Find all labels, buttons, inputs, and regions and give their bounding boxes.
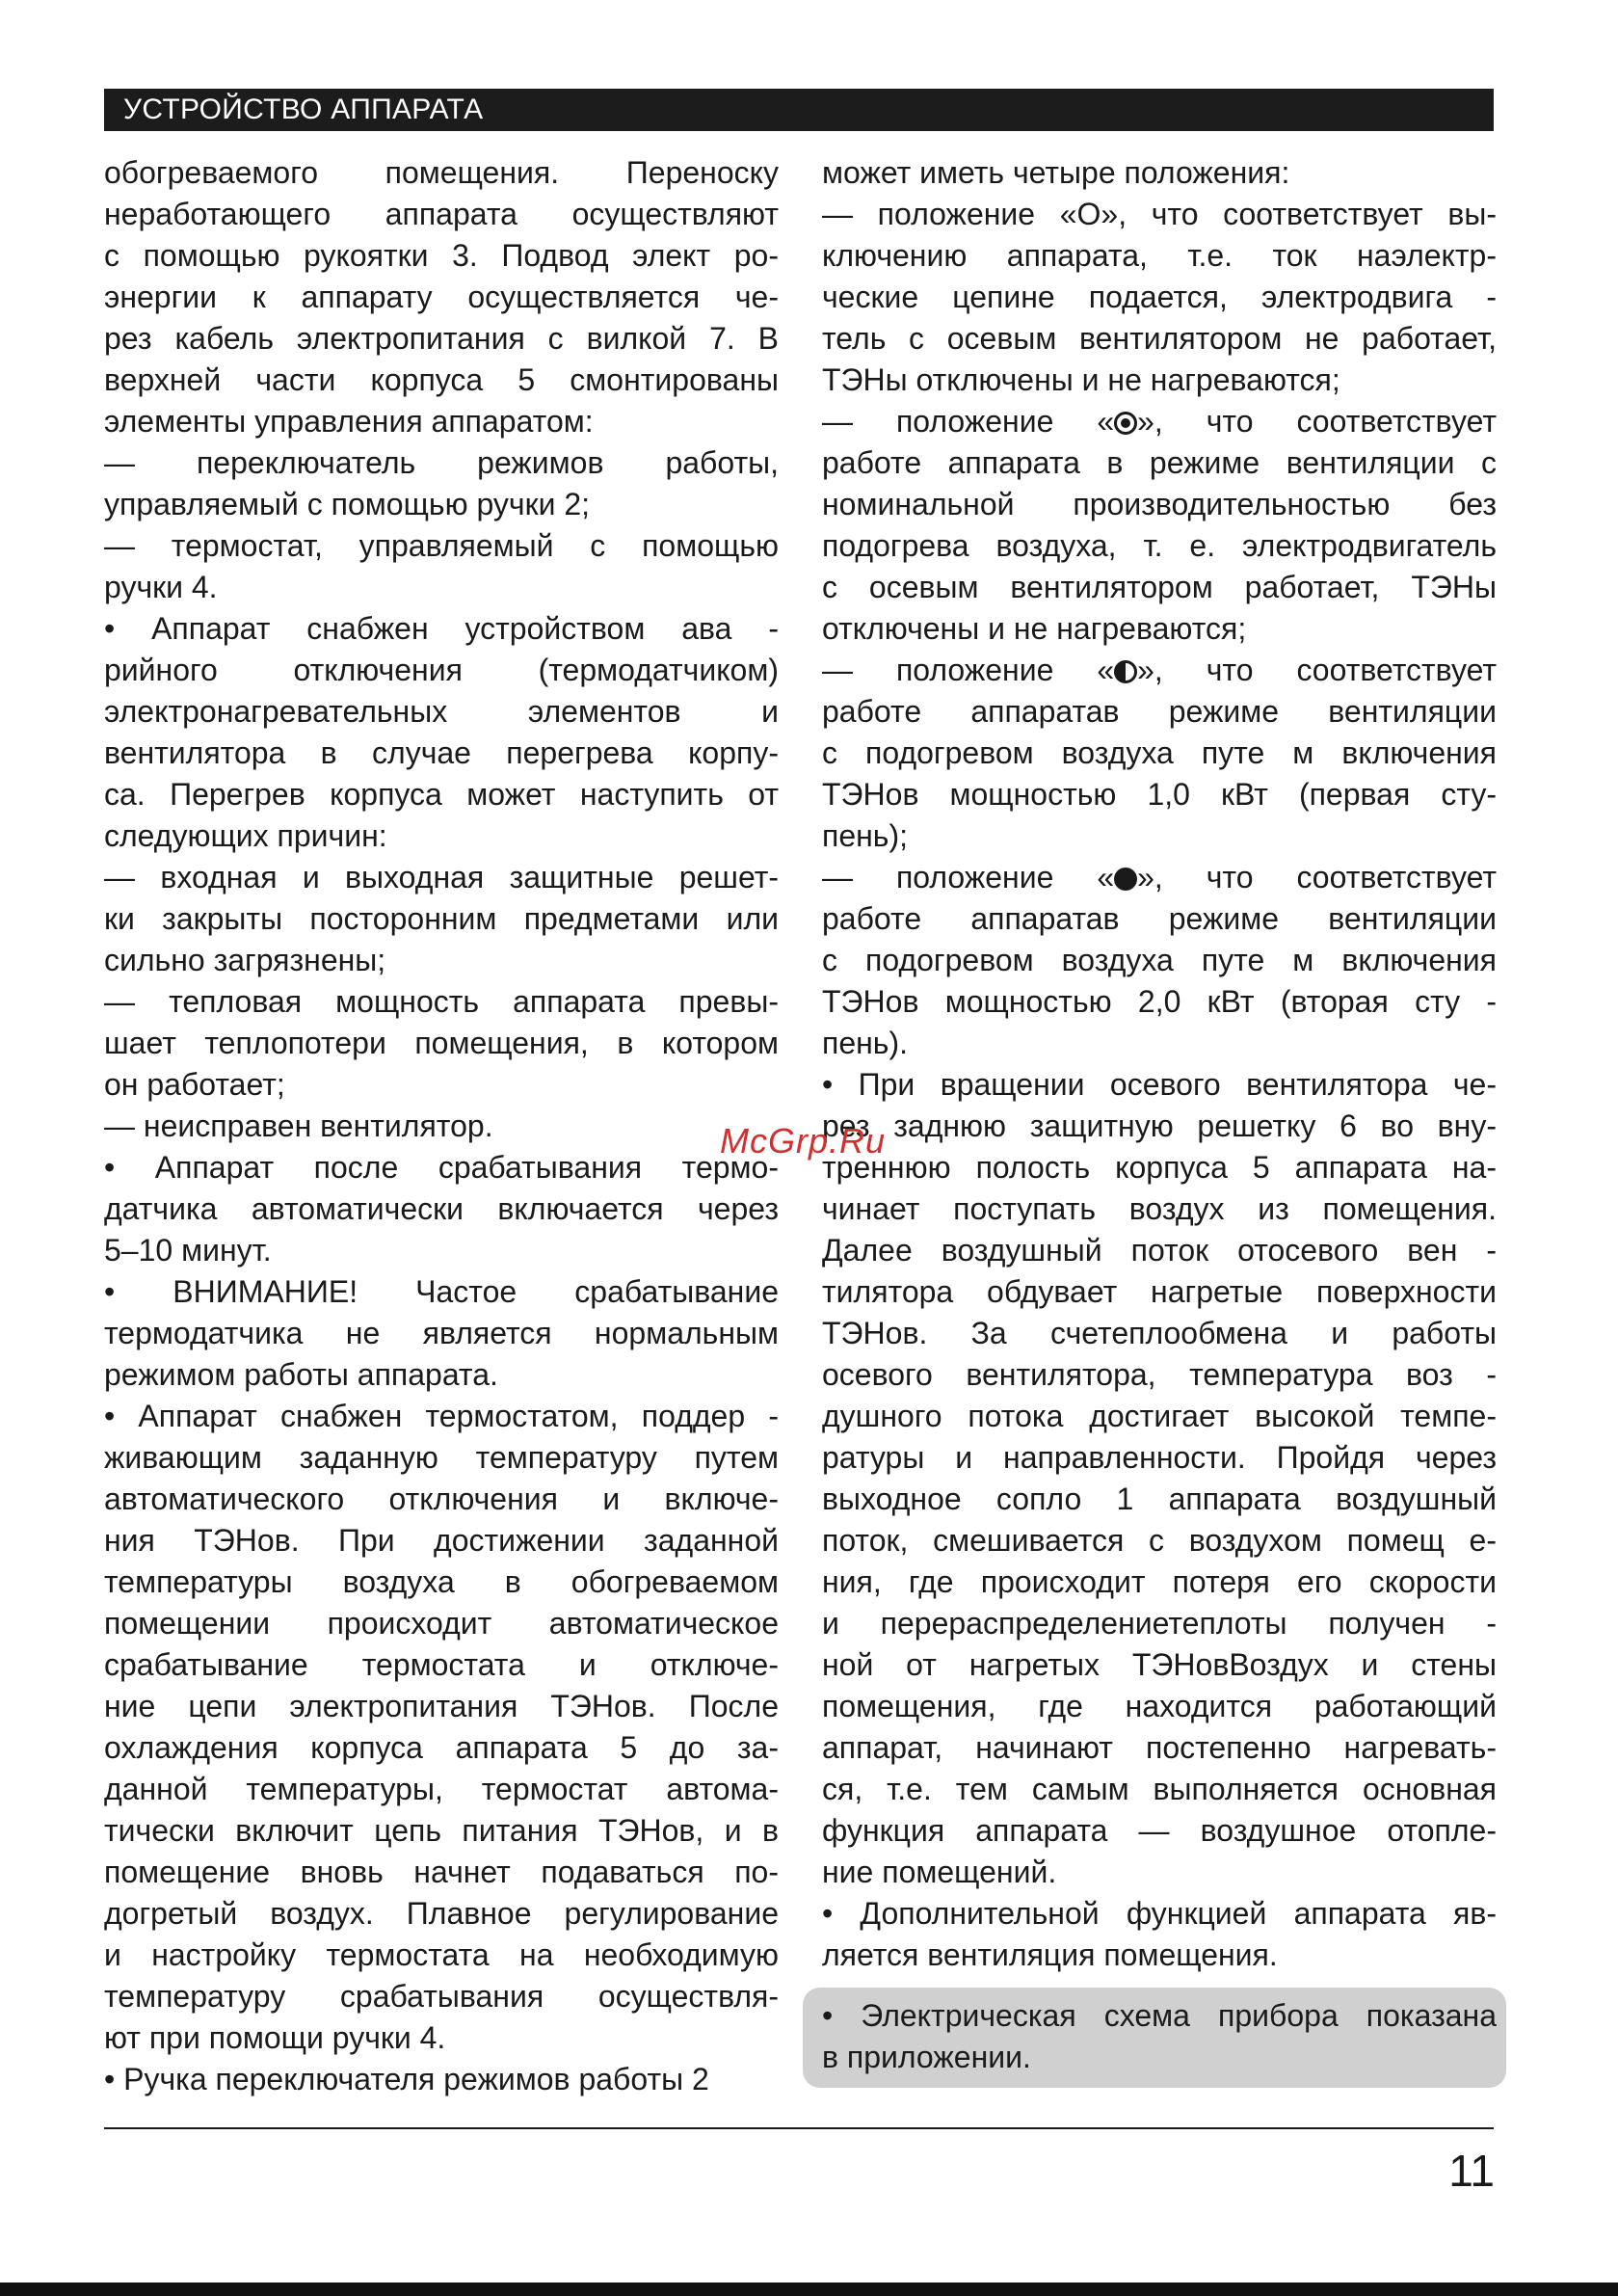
text-line: функция аппарата — воздушное отопле- bbox=[822, 1813, 1497, 1848]
text-line: тически включит цепь питания ТЭНов, и в bbox=[104, 1813, 779, 1848]
note-line: в приложении. bbox=[822, 2040, 1031, 2074]
text-line: Далее воздушный поток отосевого вен - bbox=[822, 1233, 1497, 1268]
text-line: номинальной производительностью без bbox=[822, 487, 1497, 521]
text-line bbox=[822, 401, 1497, 442]
text-line: пень). bbox=[822, 1026, 909, 1060]
text-line: энергии к аппарату осуществляется че- bbox=[104, 280, 779, 314]
text-line bbox=[822, 857, 1497, 898]
text-line: датчика автоматически включается через bbox=[104, 1191, 779, 1226]
filled-circle-icon bbox=[1114, 868, 1137, 891]
text-line: тель с осевым вентилятором не работает, bbox=[822, 321, 1497, 356]
text-line: выходное сопло 1 аппарата воздушный bbox=[822, 1482, 1497, 1516]
text-line: ческие цепине подается, электродвига - bbox=[822, 280, 1497, 314]
text-line: — неисправен вентилятор. bbox=[104, 1108, 493, 1143]
text-line: автоматического отключения и включе- bbox=[104, 1482, 779, 1516]
text-line: ключению аппарата, т.е. ток наэлектр- bbox=[822, 238, 1497, 273]
text-line: ния ТЭНов. При достижении заданной bbox=[104, 1523, 779, 1558]
text-fragment: », что соответствует bbox=[1137, 404, 1497, 439]
text-line: вентилятора в случае перегрева корпу- bbox=[104, 735, 779, 770]
text-line: • При вращении осевого вентилятора че- bbox=[822, 1067, 1497, 1102]
text-line: шает теплопотери помещения, в котором bbox=[104, 1026, 779, 1060]
text-line: ТЭНов мощностью 1,0 кВт (первая сту- bbox=[822, 777, 1497, 812]
text-line: следующих причин: bbox=[104, 818, 387, 853]
text-line: верхней части корпуса 5 смонтированы bbox=[104, 362, 779, 397]
text-line: рез кабель электропитания с вилкой 7. В bbox=[104, 321, 779, 356]
text-line: помещении происходит автоматическое bbox=[104, 1606, 779, 1641]
text-line: охлаждения корпуса аппарата 5 до за- bbox=[104, 1730, 779, 1765]
text-line: осевого вентилятора, температура воз - bbox=[822, 1357, 1497, 1392]
text-line: — положение «O», что соответствует вы- bbox=[822, 197, 1497, 231]
text-fragment: », что соответствует bbox=[1137, 860, 1497, 894]
text-line: душного потока достигает высокой темпе- bbox=[822, 1399, 1497, 1433]
text-line: • Аппарат после срабатывания термо- bbox=[104, 1150, 779, 1185]
text-line: • Аппарат снабжен термостатом, поддер - bbox=[104, 1399, 779, 1433]
text-line: ние помещений. bbox=[822, 1855, 1057, 1889]
text-line: са. Перегрев корпуса может наступить от bbox=[104, 777, 779, 812]
text-line: срабатывание термостата и отключе- bbox=[104, 1647, 779, 1682]
text-line: ляется вентиляция помещения. bbox=[822, 1937, 1278, 1972]
text-line: ручки 4. bbox=[104, 570, 218, 604]
right-column bbox=[822, 152, 1497, 1976]
text-line: поток, смешивается с воздухом помещ е- bbox=[822, 1523, 1497, 1558]
text-line: и перераспределениетеплоты получен - bbox=[822, 1606, 1497, 1641]
text-line: управляемый с помощью ручки 2; bbox=[104, 487, 591, 521]
text-line: с подогревом воздуха путе м включения bbox=[822, 735, 1497, 770]
text-line: отключены и не нагреваются; bbox=[822, 611, 1247, 646]
text-line: ют при помощи ручки 4. bbox=[104, 2020, 446, 2055]
text-line: • Ручка переключателя режимов работы 2 bbox=[104, 2062, 709, 2096]
text-line: — входная и выходная защитные решет- bbox=[104, 860, 779, 894]
text-line: с помощью рукоятки 3. Подвод элект ро- bbox=[104, 238, 779, 273]
section-header: УСТРОЙСТВО АППАРАТА bbox=[104, 89, 1494, 131]
text-line: ки закрыты посторонним предметами или bbox=[104, 901, 779, 936]
text-line: может иметь четыре положения: bbox=[822, 155, 1290, 190]
text-line: чинает поступать воздух из помещения. bbox=[822, 1191, 1497, 1226]
text-line: тилятора обдувает нагретые поверхности bbox=[822, 1274, 1497, 1309]
page-number: 11 bbox=[1448, 2146, 1495, 2196]
text-line: 5–10 минут. bbox=[104, 1233, 272, 1268]
text-line: — переключатель режимов работы, bbox=[104, 445, 779, 480]
text-line: ния, где происходит потеря его скорости bbox=[822, 1564, 1497, 1599]
text-line: аппарат, начинают постепенно нагревать- bbox=[822, 1730, 1497, 1765]
text-line: пень); bbox=[822, 818, 909, 853]
text-line: помещение вновь начнет подаваться по- bbox=[104, 1855, 779, 1889]
text-line: ТЭНы отключены и не нагреваются; bbox=[822, 362, 1340, 397]
text-line: ТЭНов мощностью 2,0 кВт (вторая сту - bbox=[822, 984, 1497, 1019]
text-fragment: — положение « bbox=[822, 404, 1115, 439]
text-line: ратуры и направленности. Пройдя через bbox=[822, 1440, 1497, 1475]
text-line: с осевым вентилятором работает, ТЭНы bbox=[822, 570, 1497, 604]
footer-rule bbox=[104, 2127, 1494, 2129]
text-line: он работает; bbox=[104, 1067, 285, 1102]
text-line: помещения, где находится работающий bbox=[822, 1689, 1497, 1723]
text-line: ние цепи электропитания ТЭНов. После bbox=[104, 1689, 779, 1723]
bottom-bar bbox=[0, 2283, 1618, 2296]
left-column bbox=[104, 152, 779, 2100]
text-line: элементы управления аппаратом: bbox=[104, 404, 594, 439]
text-fragment: », что соответствует bbox=[1137, 653, 1497, 687]
text-line: ТЭНов. За счетеплообмена и работы bbox=[822, 1316, 1497, 1350]
text-fragment: — положение « bbox=[822, 860, 1115, 894]
text-line: — тепловая мощность аппарата превы- bbox=[104, 984, 779, 1019]
text-line: неработающего аппарата осуществляют bbox=[104, 197, 779, 231]
text-line: догретый воздух. Плавное регулирование bbox=[104, 1896, 779, 1931]
text-line: электронагревательных элементов и bbox=[104, 694, 779, 729]
text-line: с подогревом воздуха путе м включения bbox=[822, 943, 1497, 977]
text-fragment: — положение « bbox=[822, 653, 1115, 687]
text-line: ной от нагретых ТЭНовВоздух и стены bbox=[822, 1647, 1497, 1682]
text-line: температуру срабатывания осуществля- bbox=[104, 1979, 779, 2014]
text-line: температуры воздуха в обогреваемом bbox=[104, 1564, 779, 1599]
text-line bbox=[822, 650, 1497, 691]
text-line: • Аппарат снабжен устройством ава - bbox=[104, 611, 779, 646]
watermark: McGrp.Ru bbox=[720, 1121, 887, 1161]
fan-mode-icon bbox=[1114, 412, 1137, 435]
text-line: треннюю полость корпуса 5 аппарата на- bbox=[822, 1150, 1497, 1185]
half-circle-icon bbox=[1114, 660, 1137, 683]
text-line: ся, т.е. тем самым выполняется основная bbox=[822, 1772, 1497, 1806]
text-line: живающим заданную температуру путем bbox=[104, 1440, 779, 1475]
text-line: обогреваемого помещения. Переноску bbox=[104, 155, 779, 190]
text-line: данной температуры, термостат автома- bbox=[104, 1772, 779, 1806]
text-line: работе аппаратав режиме вентиляции bbox=[822, 694, 1497, 729]
text-line: — термостат, управляемый с помощью bbox=[104, 528, 779, 563]
text-line: подогрева воздуха, т. е. электродвигатель bbox=[822, 528, 1497, 563]
text-line: термодатчика не является нормальным bbox=[104, 1316, 779, 1350]
text-line: сильно загрязнены; bbox=[104, 943, 386, 977]
text-line: и настройку термостата на необходимую bbox=[104, 1937, 779, 1972]
text-line: режимом работы аппарата. bbox=[104, 1357, 498, 1392]
text-line: рийного отключения (термодатчиком) bbox=[104, 653, 779, 687]
text-line: работе аппарата в режиме вентиляции с bbox=[822, 445, 1497, 480]
text-line: • Дополнительной функцией аппарата яв- bbox=[822, 1896, 1497, 1931]
note-text bbox=[822, 1995, 1497, 2078]
note-line: • Электрическая схема прибора показана bbox=[822, 1998, 1497, 2033]
text-line: рез заднюю защитную решетку 6 во вну- bbox=[822, 1108, 1497, 1143]
text-line: • ВНИМАНИЕ! Частое срабатывание bbox=[104, 1274, 779, 1309]
text-line: работе аппаратав режиме вентиляции bbox=[822, 901, 1497, 936]
